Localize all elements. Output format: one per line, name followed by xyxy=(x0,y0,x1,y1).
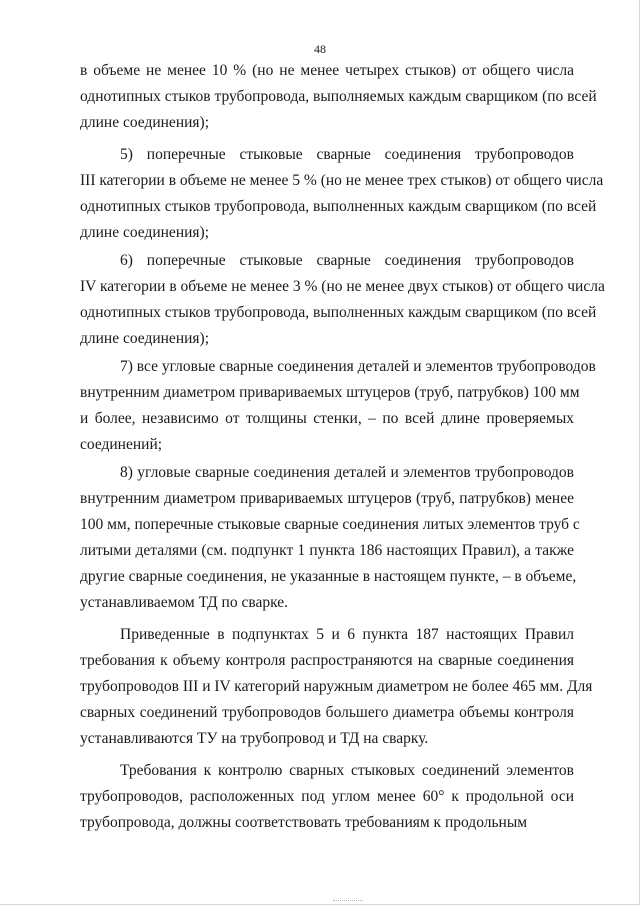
footer-scan-mark xyxy=(333,900,363,903)
page-number: 48 xyxy=(314,42,326,56)
text-line: литыми деталями (см. подпункт 1 пункта 186 настоящих Правил), а также xyxy=(80,542,574,559)
text-line: 7) все угловые сварные соединения деталей и элементов трубопроводов xyxy=(120,358,596,375)
paragraph xyxy=(80,248,605,352)
text-line: 8) угловые сварные соединения деталей и элементов трубопроводов xyxy=(120,464,574,481)
text-line: однотипных стыков трубопровода, выполняемых каждым сварщиком (по всей xyxy=(80,88,597,105)
document-body xyxy=(80,58,605,836)
text-line: однотипных стыков трубопровода, выполненных каждым сварщиком (по всей xyxy=(80,304,597,321)
paragraph xyxy=(80,622,593,752)
text-line: трубопроводов, расположенных под углом менее 60° к продольной оси xyxy=(80,788,574,805)
text-line: внутренним диаметром привариваемых штуцеров (труб, патрубков) 100 мм xyxy=(80,384,580,401)
text-line: длине соединения); xyxy=(80,224,210,241)
text-line: трубопроводов III и IV категорий наружным диаметром не более 465 мм. Для xyxy=(80,678,593,695)
text-line: длине соединения); xyxy=(80,114,210,131)
text-line: 6) поперечные стыковые сварные соединения трубопроводов xyxy=(120,252,574,269)
text-line: 100 мм, поперечные стыковые сварные соединения литых элементов труб с xyxy=(80,516,580,533)
text-line: устанавливаемом ТД по сварке. xyxy=(80,594,288,611)
text-line: и более, независимо от толщины стенки, – по всей длине проверяемых xyxy=(80,410,574,427)
paragraph xyxy=(80,758,574,836)
text-line: IV категории в объеме не менее 3 % (но не менее двух стыков) от общего числа xyxy=(80,278,605,295)
text-line: устанавливаются ТУ на трубопровод и ТД на сварку. xyxy=(80,730,429,747)
text-line: Требования к контролю сварных стыковых соединений элементов xyxy=(120,762,574,779)
paragraph xyxy=(80,58,597,136)
text-line: Приведенные в подпунктах 5 и 6 пункта 187 настоящих Правил xyxy=(120,626,574,643)
paragraph xyxy=(80,354,596,458)
text-line: внутренним диаметром привариваемых штуцеров (труб, патрубков) менее xyxy=(80,490,574,507)
text-line: соединений; xyxy=(80,436,163,453)
text-line: другие сварные соединения, не указанные в настоящем пункте, – в объеме, xyxy=(80,568,577,585)
text-line: III категории в объеме не менее 5 % (но не менее трех стыков) от общего числа xyxy=(80,172,604,189)
text-line: однотипных стыков трубопровода, выполненных каждым сварщиком (по всей xyxy=(80,198,597,215)
paragraph xyxy=(80,142,604,246)
text-line: длине соединения); xyxy=(80,330,210,347)
paragraph xyxy=(80,460,580,616)
text-line: 5) поперечные стыковые сварные соединения трубопроводов xyxy=(120,146,574,163)
text-line: сварных соединений трубопроводов большего диаметра объемы контроля xyxy=(80,704,574,721)
text-line: требования к объему контроля распространяются на сварные соединения xyxy=(80,652,574,669)
text-line: трубопровода, должны соответствовать требованиям к продольным xyxy=(80,814,528,831)
text-line: в объеме не менее 10 % (но не менее четырех стыков) от общего числа xyxy=(80,62,574,79)
